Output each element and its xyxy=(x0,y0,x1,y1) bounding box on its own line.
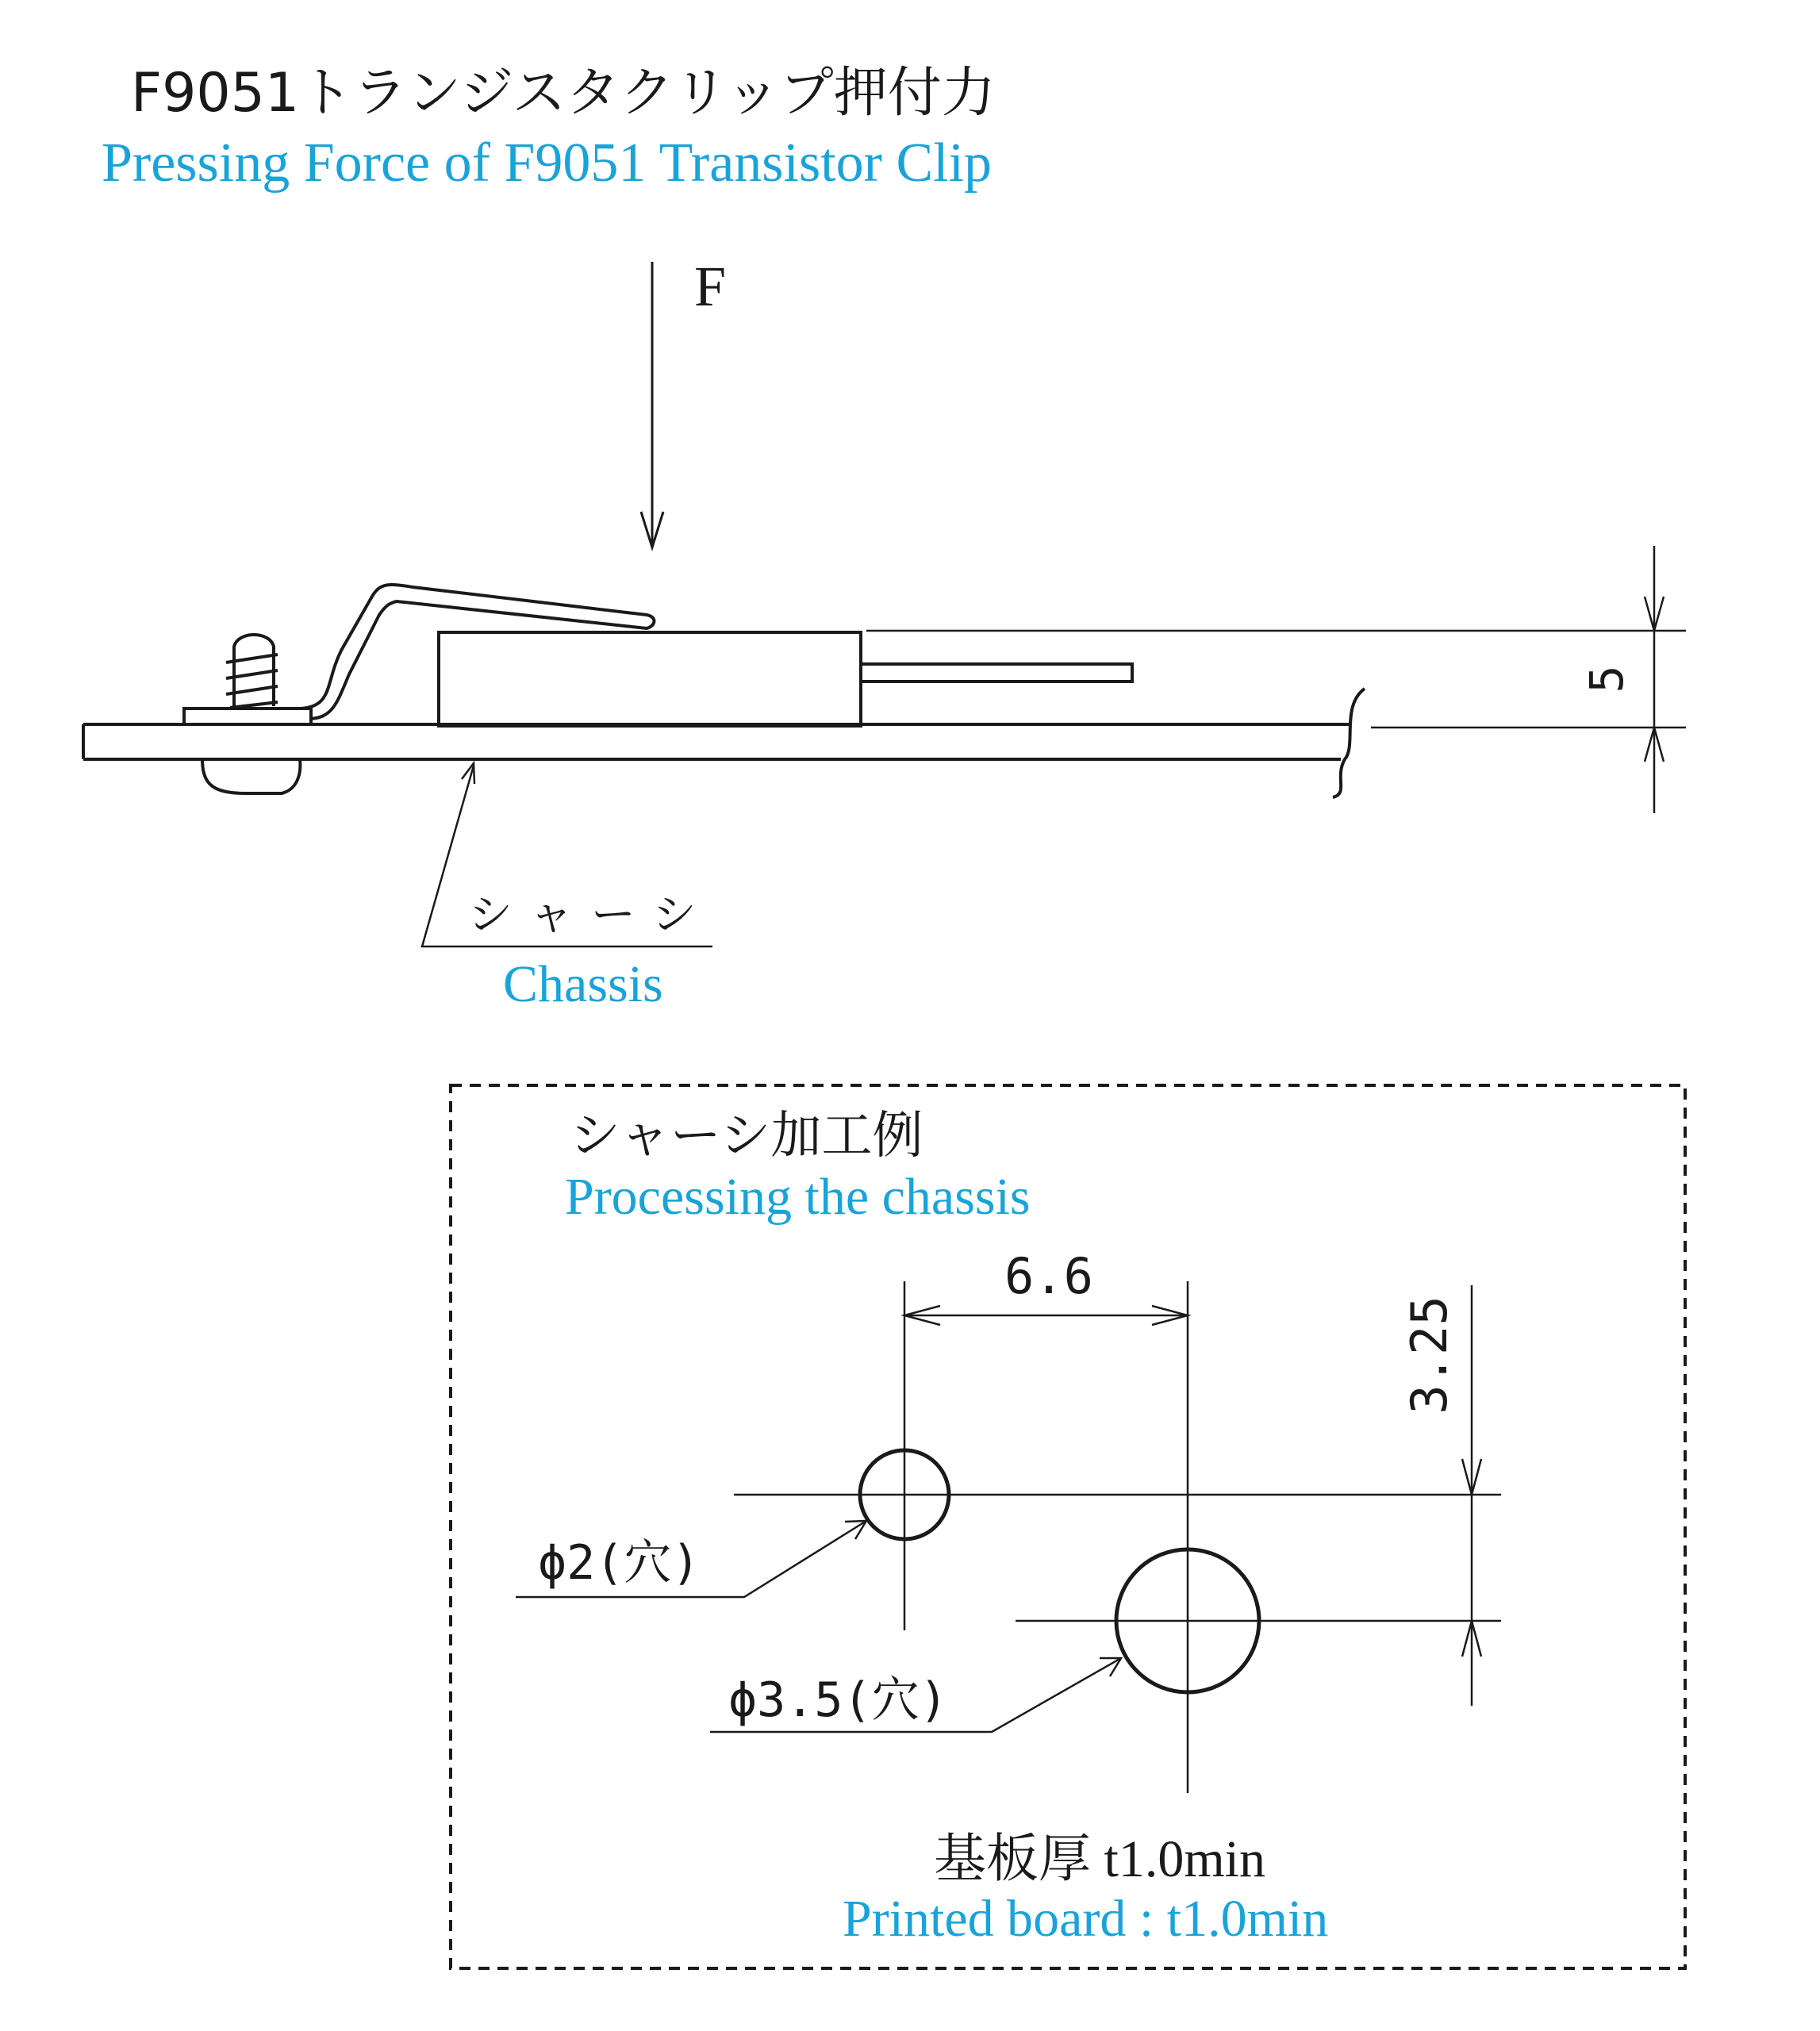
chassis-label-jp: シャーシ xyxy=(468,889,714,941)
force-label: F xyxy=(694,255,727,318)
transistor-lead xyxy=(861,664,1132,681)
detail-box xyxy=(451,1085,1685,1968)
screw-nut xyxy=(202,759,300,793)
detail-title-jp: シャーシ加工例 xyxy=(570,1107,923,1165)
dim-offset-value: 3.25 xyxy=(1400,1296,1458,1415)
chassis-plate xyxy=(83,724,1349,759)
detail-title-en: Processing the chassis xyxy=(565,1168,1031,1226)
board-note-jp: 基板厚 t1.0min xyxy=(934,1830,1266,1888)
title-jp: F9051トランジスタクリップ押付力 xyxy=(131,62,996,125)
chassis-leader-arrow xyxy=(462,763,474,784)
side-view xyxy=(83,255,1686,1013)
board-note-en: Printed board : t1.0min xyxy=(843,1890,1329,1948)
dim-pitch-value: 6.6 xyxy=(1004,1247,1093,1305)
hole-small-label: ϕ2(穴) xyxy=(538,1535,701,1591)
spring-clip xyxy=(301,585,654,719)
chassis-break-line xyxy=(1333,689,1365,797)
clip-base xyxy=(184,708,311,724)
transistor-body xyxy=(439,632,861,726)
hole-large-label: ϕ3.5(穴) xyxy=(728,1672,948,1728)
dim-height-value: 5 xyxy=(1580,665,1634,693)
title-en: Pressing Force of F9051 Transistor Clip xyxy=(102,132,993,194)
screw xyxy=(226,635,278,708)
chassis-label-en: Chassis xyxy=(503,955,663,1013)
